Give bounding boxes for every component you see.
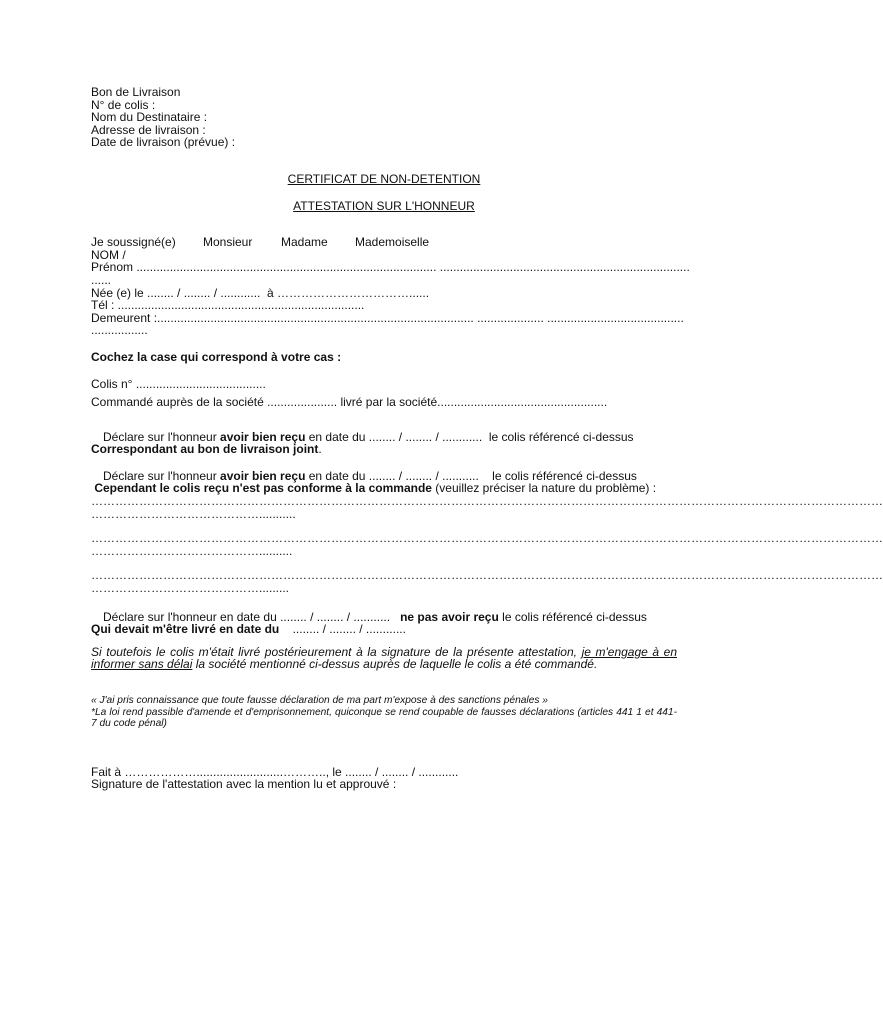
problem-line-3-cont: ……………………………………......... (91, 581, 290, 596)
soussigne-label: Je soussigné(e) (91, 235, 176, 250)
attestation-title: ATTESTATION SUR L'HONNEUR (293, 198, 475, 213)
problem-line-3[interactable]: ……………………………………………………………………………………………………………………………………………………………………………… (91, 568, 883, 583)
order-company-field[interactable]: Commandé auprès de la société ..................... livré par la société................................................... (91, 395, 608, 410)
civility-mademoiselle[interactable]: Mademoiselle (355, 235, 430, 250)
prenom-field[interactable]: Prénom .......................................................................................... ........................................................................... (91, 260, 690, 275)
instructions-heading: Cochez la case qui correspond à votre cas : (91, 349, 342, 364)
certificate-title: CERTIFICAT DE NON-DETENTION (287, 171, 481, 186)
bon-de-livraison-label: Bon de Livraison (91, 85, 181, 99)
engagement-paragraph: Si toutefois le colis m'était livré postérieurement à la signature de la présente attestation, je m'engage à en informer sans délai la société mentionné ci-dessus auprès de laquelle le colis a été commandé. (91, 644, 677, 672)
prenom-field-cont: ...... (91, 272, 112, 287)
civility-madame[interactable]: Madame (281, 235, 328, 250)
problem-line-1[interactable]: ……………………………………………………………………………………………………………………………………………………………………………… (91, 494, 883, 509)
document-page (91, 85, 883, 792)
option-received-ok[interactable]: Déclare sur l'honneur avoir bien reçu en date du ........ / ........ / ............ le colis référencé ci-dessus Correspondant au bon de livraison joint. (91, 429, 634, 457)
signature-label: Signature de l'attestation avec la mention lu et approuvé : (91, 777, 397, 792)
problem-line-2[interactable]: ……………………………………………………………………………………………………………………………………………………………………………… (91, 531, 883, 546)
delivery-address-label: Adresse de livraison : (91, 122, 206, 137)
delivery-date-label: Date de livraison (prévue) : (91, 135, 236, 150)
colis-number-label: N° de colis : (91, 97, 156, 112)
option-received-nonconform[interactable]: Déclare sur l'honneur avoir bien reçu en date du ........ / ........ / ........... le colis référencé ci-dessus Cependant le colis reçu n'est pas conforme à la commande (veuillez préciser la nature du problème) : ……………………………………………………………………………………………………………………………………………………………………………… ……………………………………........... ……………………………………………………………………………………………………………………………………………………………………………… …………………………………….......... ……………………………………………………………………………………………………………………………………………………………………………… ……………………………………......... (91, 468, 883, 596)
address-field[interactable]: Demeurent :............................................................................................... .................... ......................................... (91, 310, 684, 325)
problem-line-2-cont: …………………………………….......... (91, 543, 293, 558)
colis-field[interactable]: Colis n° ....................................... (91, 376, 266, 391)
legal-note: *La loi rend passible d'amende et d'emprisonnement, quiconque se rend coupable de fausses déclarations (articles 441 1 et 441-7 du code pénal) (91, 706, 677, 730)
nom-label: NOM / (91, 247, 126, 262)
birth-field[interactable]: Née (e) le ........ / ........ / ............ à ……………………………...... (91, 285, 430, 300)
address-field-cont: ................. (91, 323, 148, 338)
problem-line-1-cont: ……………………………………........... (91, 506, 296, 521)
engagement-underlined: je m'engage à en informer sans délai (91, 644, 677, 672)
legal-quote: « J'ai pris connaissance que toute fausse déclaration de ma part m'expose à des sanctions pénales » (91, 695, 548, 706)
civility-monsieur[interactable]: Monsieur (203, 235, 253, 250)
phone-field[interactable]: Tél : .......................................................................... (91, 298, 365, 313)
civility-row (91, 236, 677, 249)
recipient-name-label: Nom du Destinataire : (91, 110, 208, 125)
delivery-header (91, 86, 677, 149)
option-not-received[interactable]: Déclare sur l'honneur en date du ........ / ........ / ........... ne pas avoir reçu le colis référencé ci-dessus Qui devait m'être livré en date du ........ / ........ / ............ (91, 609, 647, 637)
fait-a-field[interactable]: Fait à ………………..........................……….., le ........ / ........ / ............ (91, 764, 459, 779)
